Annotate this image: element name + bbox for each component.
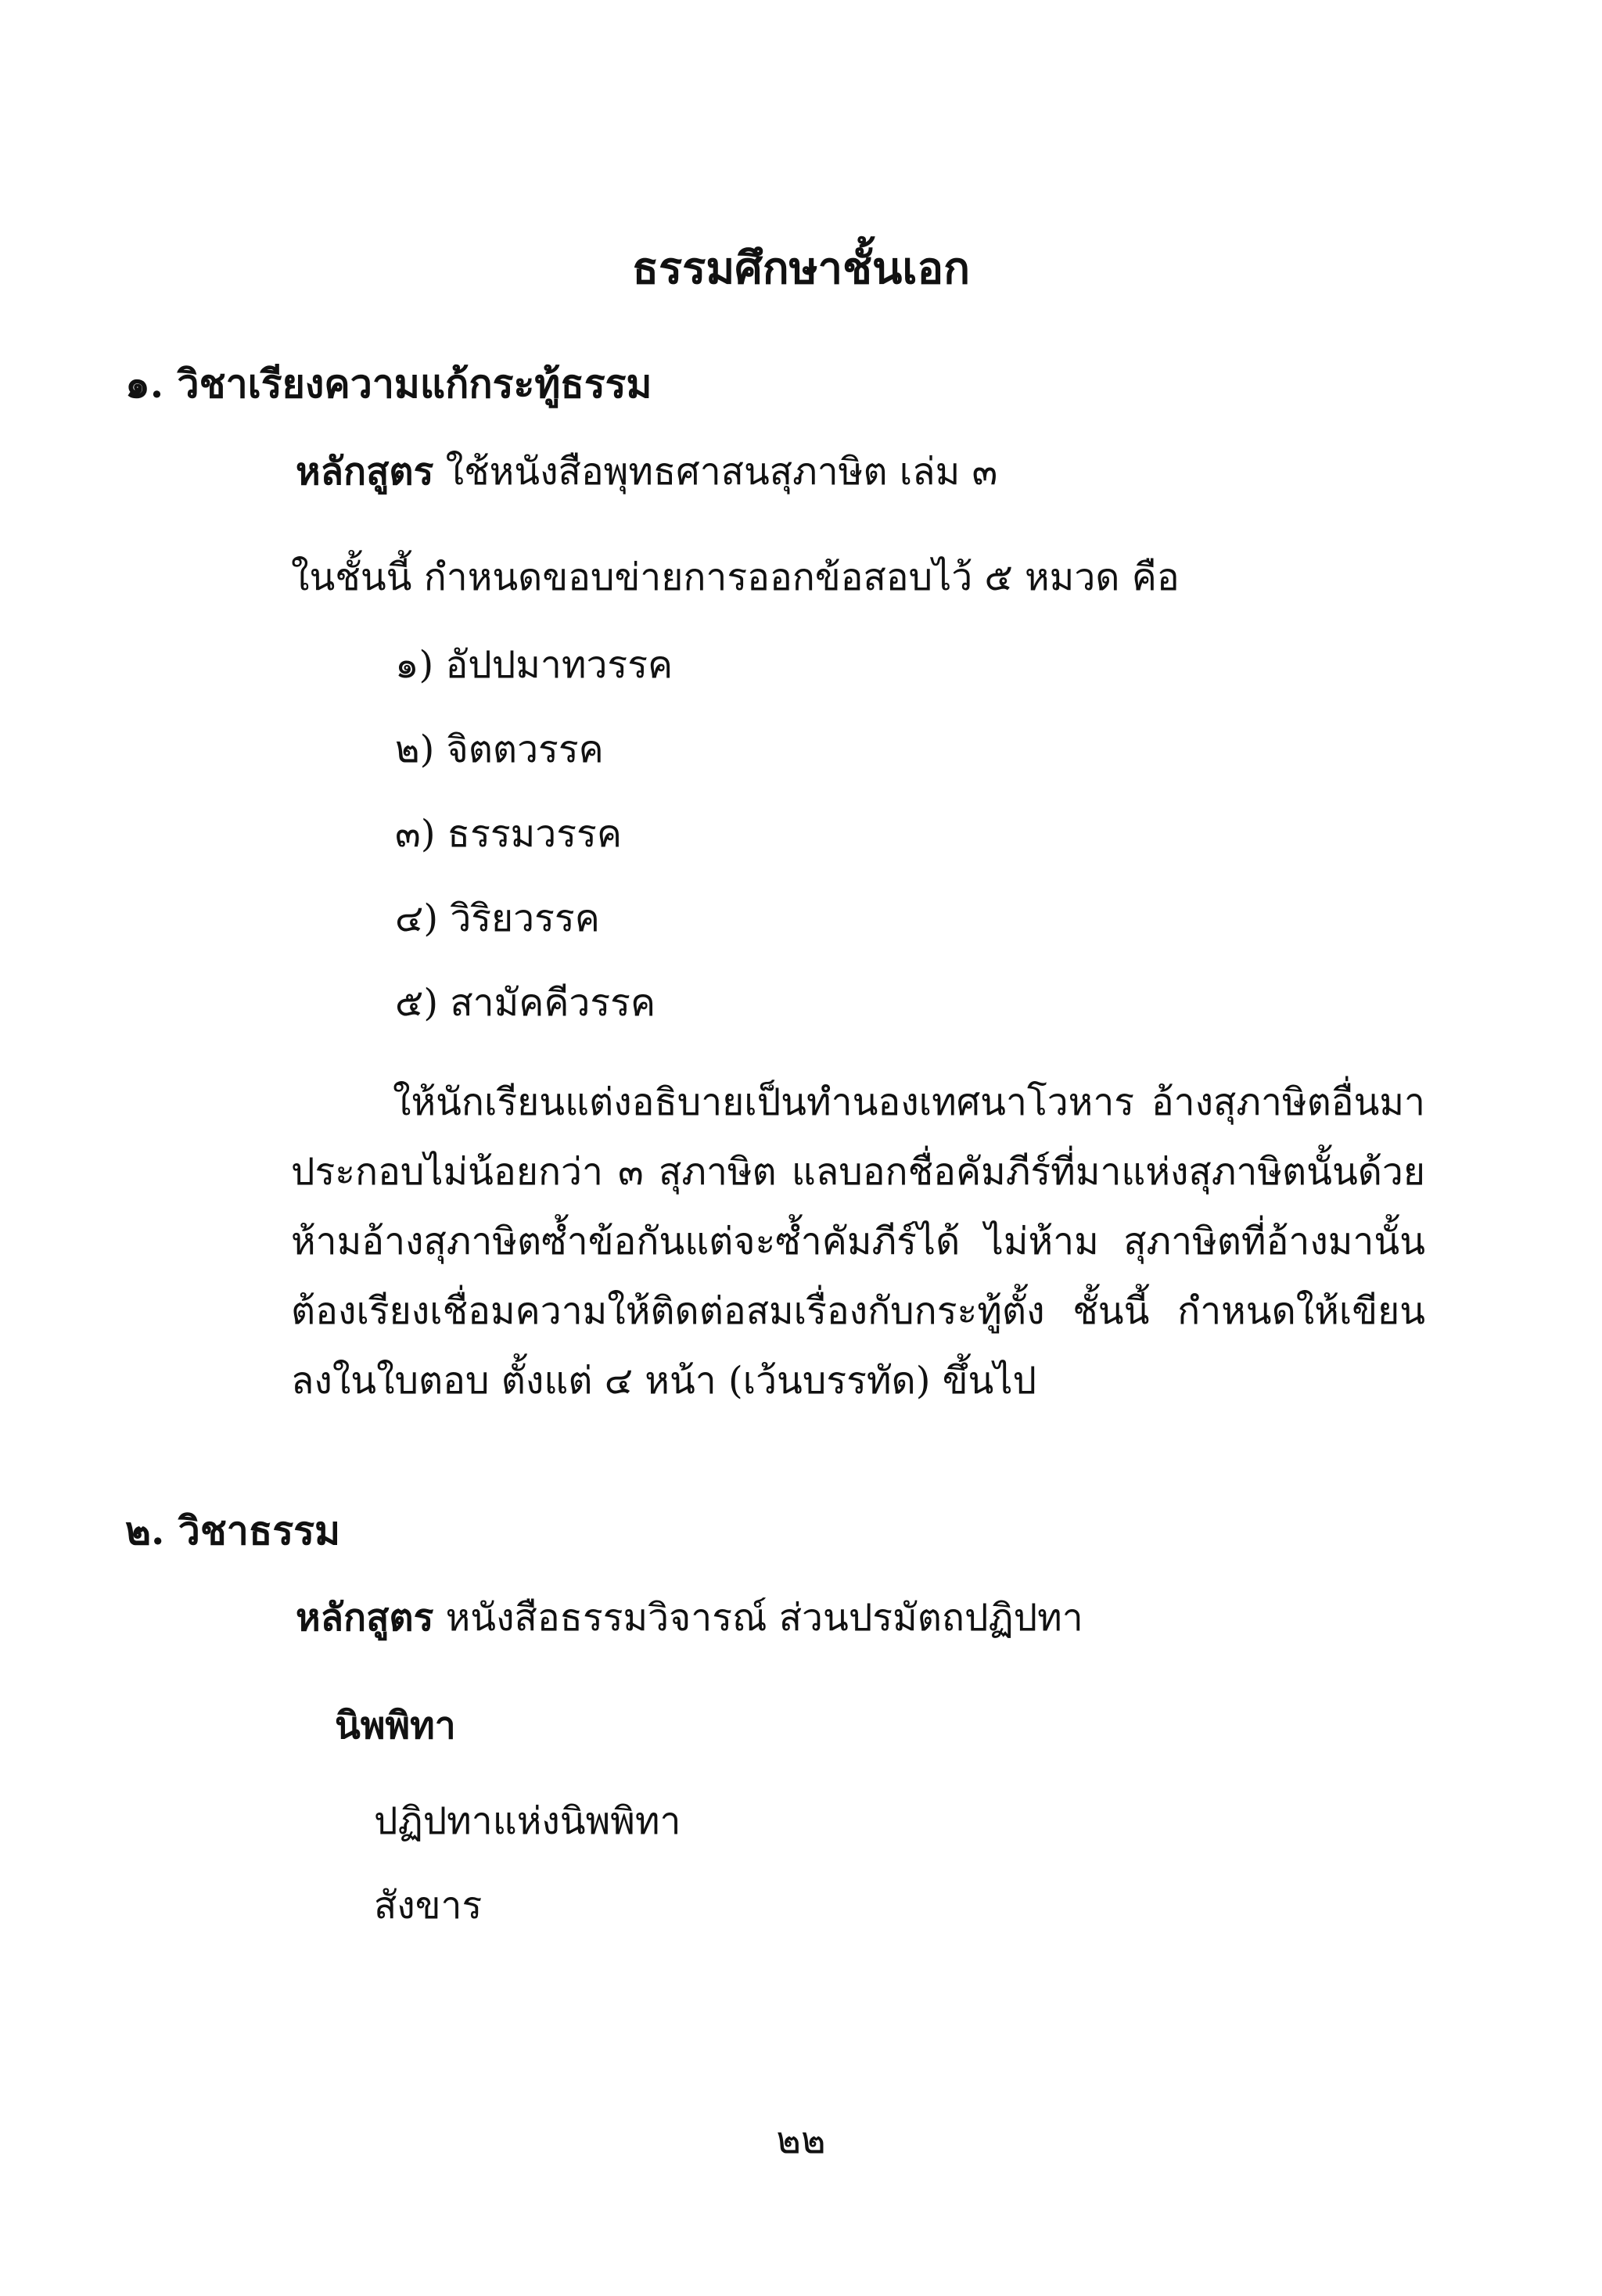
- curriculum-text: ใช้หนังสือพุทธศาสนสุภาษิต เล่ม ๓: [445, 450, 998, 494]
- section2-heading: ๒. วิชาธรรม: [125, 1507, 341, 1554]
- section2-subheading: นิพพิทา: [335, 1704, 456, 1748]
- chapter-item: ๔) วิริยวรรค: [395, 896, 600, 940]
- chapter-item: ๑) อัปปมาทวรรค: [395, 643, 673, 687]
- page-number: ๒๒: [776, 2118, 826, 2162]
- chapter-item: ๕) สามัคคีวรรค: [395, 981, 656, 1025]
- curriculum-text: หนังสือธรรมวิจารณ์ ส่วนปรมัตถปฏิปทา: [445, 1596, 1083, 1640]
- curriculum-label: หลักสูตร: [296, 1596, 434, 1640]
- instruction-text: ให้นักเรียนแต่งอธิบายเป็นทำนองเทศนาโวหาร อ้างสุภาษิตอื่นมาประกอบไม่น้อยกว่า ๓ สุภาษิต แลบอกชื่อคัมภีร์ที่มาแห่งสุภาษิตนั้นด้วย ห้ามอ้างสุภาษิตซ้ำข้อกันแต่จะซ้ำคัมภีร์ได้ ไม่ห้าม สุภาษิตที่อ้างมานั้น ต้องเรียงเชื่อมความให้ติดต่อสมเรื่องกับกระทู้ตั้ง ชั้นนี้ กำหนดให้เขียนลงในใบตอบ ตั้งแต่ ๔ หน้า (เว้นบรรทัด) ขึ้นไป: [291, 1080, 1425, 1403]
- section2-curriculum: [296, 1588, 1083, 1647]
- chapter-item: ๓) ธรรมวรรค: [395, 812, 622, 856]
- topic-item: ปฏิปทาแห่งนิพพิทา: [374, 1799, 681, 1843]
- section1-heading: ๑. วิชาเรียงความแก้กระทู้ธรรม: [125, 361, 652, 407]
- section1-curriculum: [296, 442, 997, 501]
- page-title: ธรรมศึกษาชั้นเอก: [631, 243, 971, 294]
- section1-instruction: [291, 1068, 1425, 1416]
- topic-item: สังขาร: [374, 1884, 483, 1928]
- curriculum-label: หลักสูตร: [296, 450, 434, 494]
- chapter-item: ๒) จิตตวรรค: [395, 728, 604, 771]
- section1-scope: ในชั้นนี้ กำหนดขอบข่ายการออกข้อสอบไว้ ๕ หมวด คือ: [291, 555, 1180, 599]
